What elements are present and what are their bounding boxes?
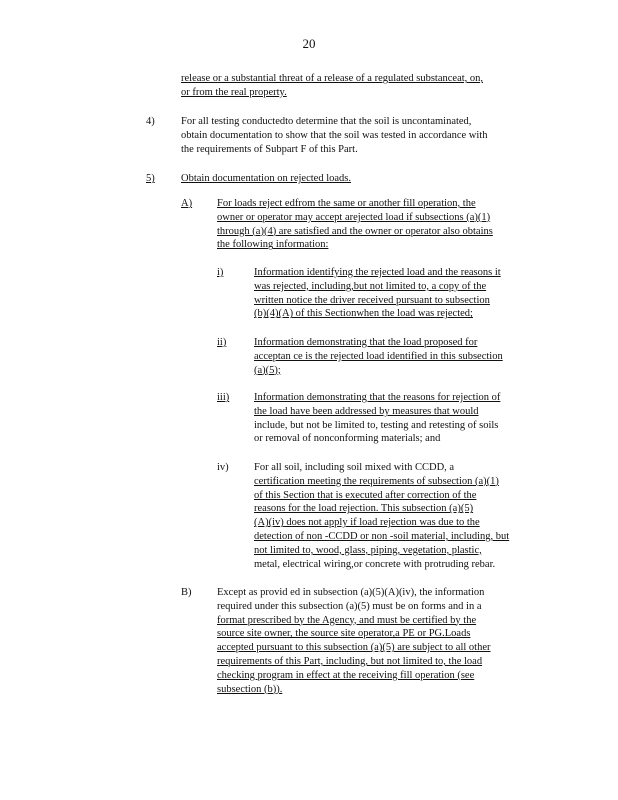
item-i-paragraph — [254, 266, 544, 321]
text-line: or from the real property. — [181, 86, 287, 98]
text-line: Information identifying the rejected load and the reasons it — [254, 267, 501, 278]
text-line: subsection (b)). — [217, 683, 283, 695]
text-line: was rejected, including,but not limited to, a copy of the — [254, 280, 487, 292]
item-iv-paragraph — [254, 461, 544, 571]
text-line: Obtain documentation on rejected loads. — [181, 173, 351, 184]
text-line: detection of non -CCDD or non -soil material, including, but — [254, 530, 510, 542]
text-line: accepted pursuant to this subsection (a)(5) are subject to all other — [217, 642, 491, 654]
text-line: Information demonstrating that the load proposed for — [254, 337, 478, 348]
text-line: the requirements of Subpart F of this Part. — [181, 143, 358, 155]
item-b-paragraph — [217, 586, 547, 696]
item-5-heading — [181, 172, 541, 186]
text-line: the load have been addressed by measures that would — [254, 405, 479, 417]
text-line: format prescribed by the Agency, and must be certified by the — [217, 614, 477, 626]
item-label: iii) — [217, 392, 230, 403]
text-line: source site owner, the source site operator,a PE or PG.Loads — [217, 628, 471, 640]
text-line: the following information: — [217, 239, 329, 251]
text-line: required under this subsection (a)(5) must be on forms and in a — [217, 600, 482, 612]
text-line: written notice the driver received pursuant to subsection — [254, 294, 490, 306]
item-label: iv) — [217, 462, 229, 473]
item-ii-paragraph — [254, 336, 544, 377]
text-line: checking program in effect at the receiving fill operation (see — [217, 669, 475, 681]
text-line: release or a substantial threat of a release of a regulated substanceat, on, — [181, 73, 484, 84]
text-line: include, but not be limited to, testing and retesting of soils — [254, 419, 499, 431]
text-line: For all soil, including soil mixed with CCDD, a — [254, 462, 455, 473]
text-line: of this Section that is executed after correction of the — [254, 489, 477, 501]
item-4-paragraph — [181, 115, 541, 156]
text-line: (A)(iv) does not apply if load rejection was due to the — [254, 517, 480, 529]
text-line: acceptan ce is the rejected load identified in this subsection — [254, 350, 503, 362]
item-a-paragraph — [217, 197, 547, 252]
text-line: Except as provid ed in subsection (a)(5)(A)(iv), the information — [217, 587, 485, 598]
text-line: through (a)(4) are satisfied and the owner or operator also obtains — [217, 225, 493, 237]
continuation-paragraph — [181, 72, 541, 100]
page-number: 20 — [302, 36, 316, 51]
text-line: not limited to, wood, glass, piping, vegetation, plastic, — [254, 544, 482, 556]
text-line: owner or operator may accept arejected load if subsections (a)(1) — [217, 211, 491, 223]
item-label: B) — [181, 587, 192, 598]
item-label: 5) — [146, 173, 155, 184]
item-label: i) — [217, 267, 224, 278]
text-line: metal, electrical wiring,or concrete with protruding rebar. — [254, 558, 496, 570]
text-line: (b)(4)(A) of this Sectionwhen the load was rejected; — [254, 308, 473, 320]
text-line: (a)(5); — [254, 364, 281, 376]
text-line: or removal of nonconforming materials; and — [254, 433, 441, 445]
text-line: For loads reject edfrom the same or another fill operation, the — [217, 198, 476, 209]
text-line: Information demonstrating that the reasons for rejection of — [254, 392, 501, 403]
text-line: requirements of this Part, including, but not limited to, the load — [217, 655, 483, 667]
item-iii-paragraph — [254, 391, 544, 446]
item-label: A) — [181, 198, 193, 209]
text-line: reasons for the load rejection. This subsection (a)(5) — [254, 503, 474, 515]
text-line: certification meeting the requirements of subsection (a)(1) — [254, 475, 499, 487]
text-line: For all testing conductedto determine that the soil is uncontaminated, — [181, 116, 472, 127]
text-line: obtain documentation to show that the soil was tested in accordance with — [181, 129, 488, 141]
item-label: 4) — [146, 116, 155, 127]
item-label: ii) — [217, 337, 227, 348]
